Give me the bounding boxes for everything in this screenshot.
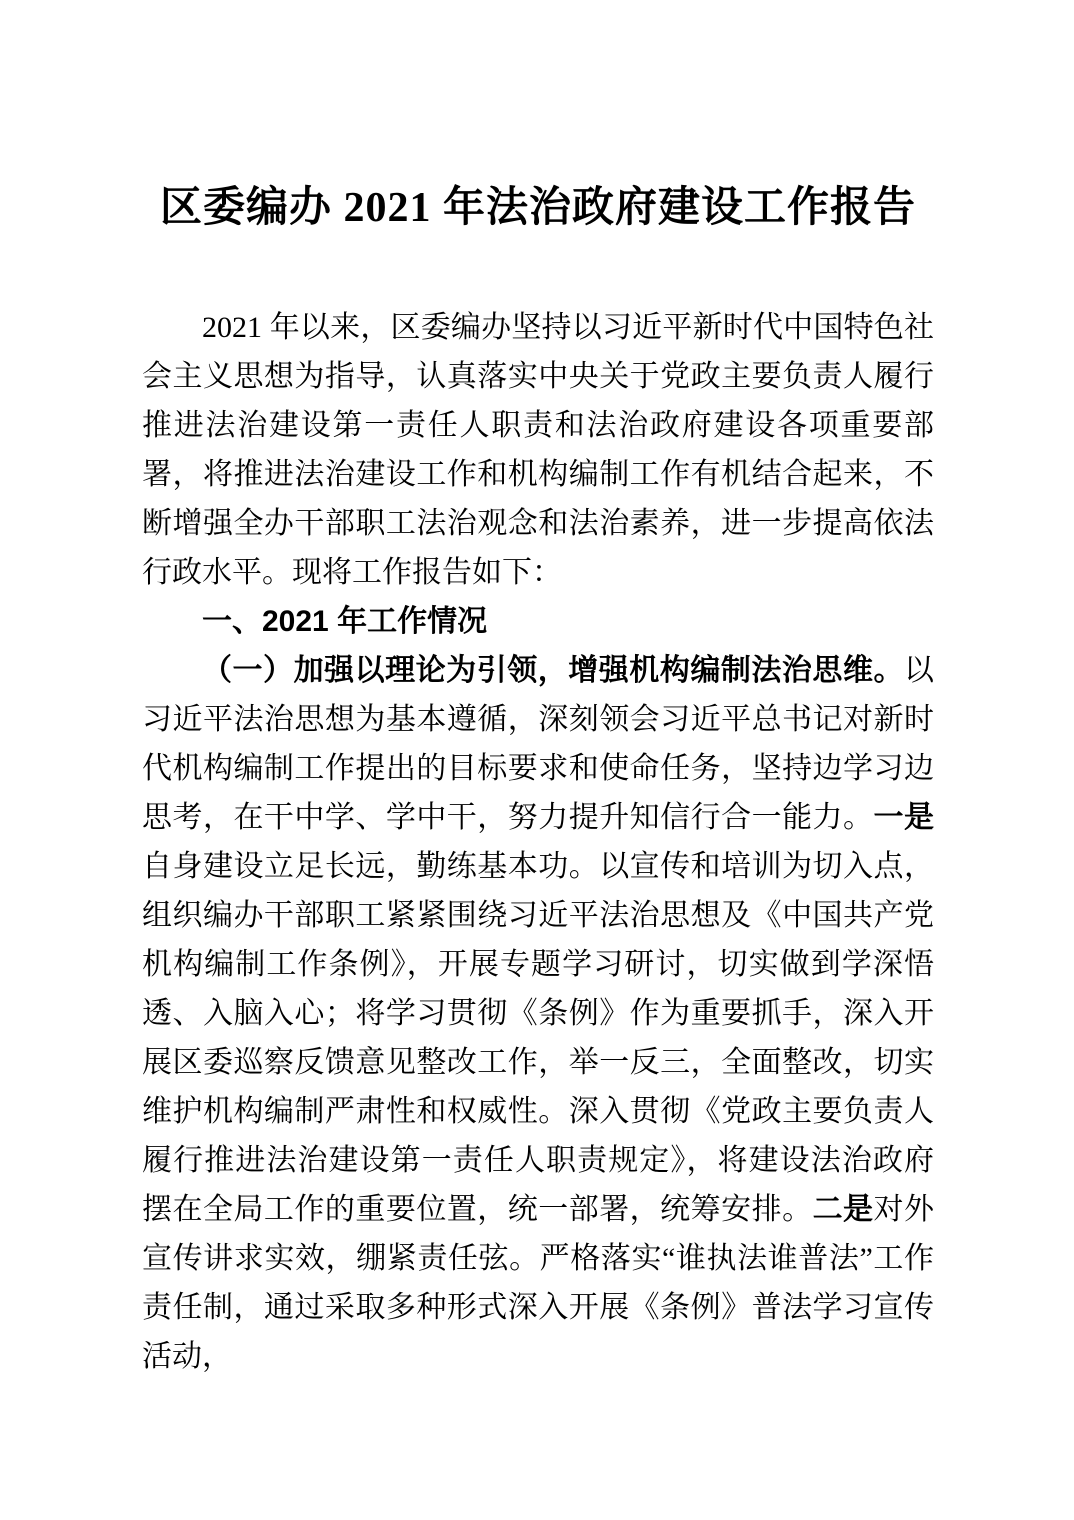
inline-bold-first-point: 一是: [873, 801, 935, 834]
paragraph-lead-bold: （一）加强以理论为引领，增强机构编制法治思维。: [202, 654, 904, 687]
intro-paragraph: 2021 年以来，区委编办坚持以习近平新时代中国特色社会主义思想为指导，认真落实中央关于党政主要负责人履行推进法治建设第一责任人职责和法治政府建设各项重要部署，将推进法治建设工作和机构编制工作有机结合起来，不断增强全办干部职工法治观念和法治素养，进一步提高依法行政水平。现将工作报告如下：: [142, 311, 934, 589]
document-content: [142, 0, 934, 1381]
section-1-1-paragraph: [142, 646, 934, 1381]
paragraph-text-segment-2: 自身建设立足长远，勤练基本功。以宣传和培训为切入点，组织编办干部职工紧紧围绕习近平法治思想及《中国共产党机构编制工作条例》，开展专题学习研讨，切实做到学深悟透、入脑入心；将学习贯彻《条例》作为重要抓手，深入开展区委巡察反馈意见整改工作，举一反三，全面整改，切实维护机构编制严肃性和权威性。深入贯彻《党政主要负责人履行推进法治建设第一责任人职责规定》，将建设法治政府摆在全局工作的重要位置，统一部署，统筹安排。: [142, 850, 934, 1226]
document-title: 区委编办 2021 年法治政府建设工作报告: [159, 185, 916, 231]
paragraph-text-segment-1: 以习近平法治思想为基本遵循，深刻领会习近平总书记对新时代机构编制工作提出的目标要求和使命任务，坚持边学习边思考，在干中学、学中干，努力提升知信行合一能力。: [142, 654, 934, 834]
inline-bold-second-point: 二是: [812, 1193, 874, 1226]
paragraph-text-segment-3: 对外宣传讲求实效，绷紧责任弦。严格落实“谁执法谁普法”工作责任制，通过采取多种形式深入开展《条例》普法学习宣传活动，: [142, 1193, 935, 1373]
section-1-heading: 一、2021 年工作情况: [202, 605, 488, 638]
